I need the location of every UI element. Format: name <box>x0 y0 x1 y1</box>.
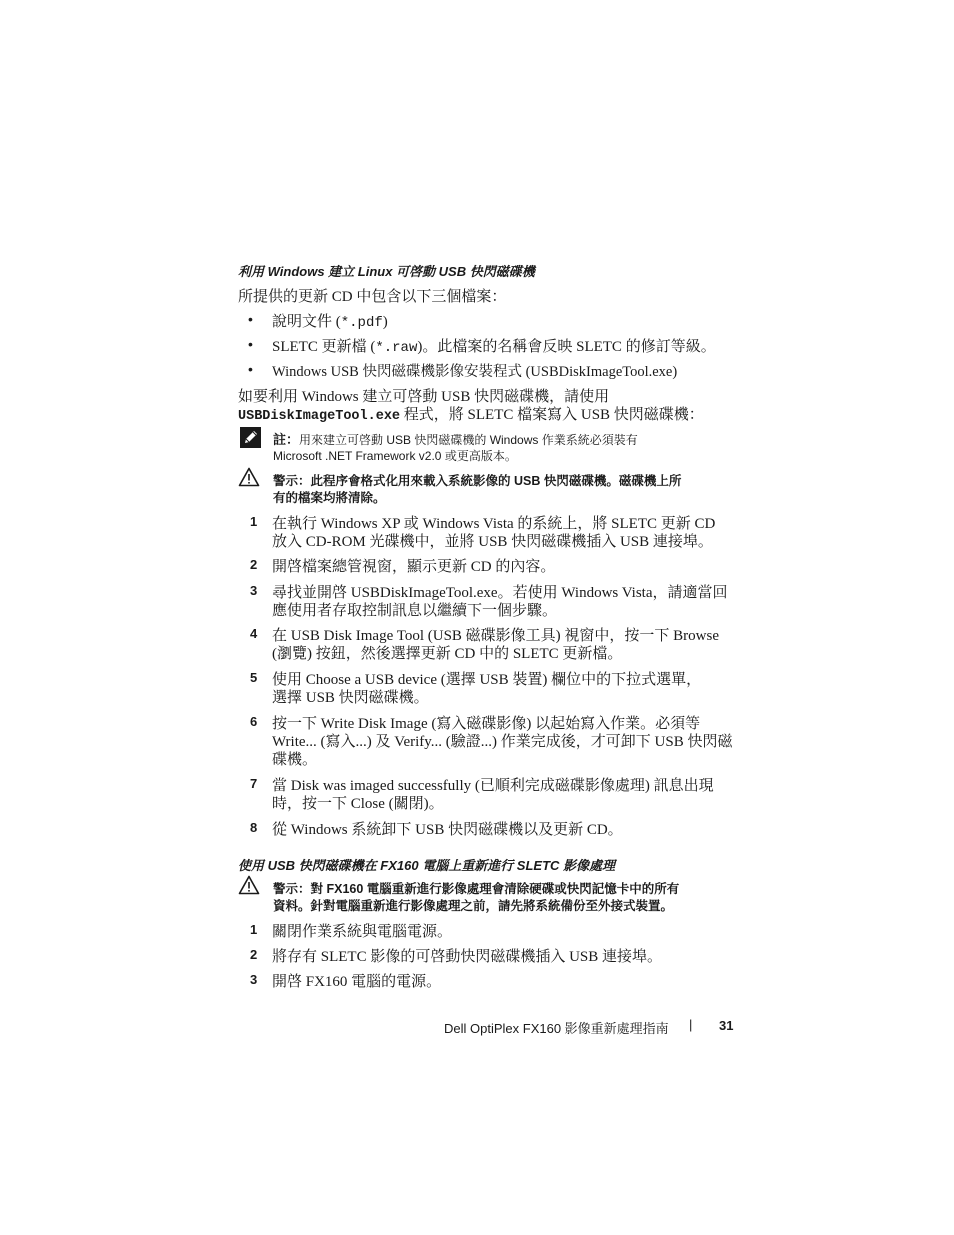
warning-triangle-icon <box>238 467 260 487</box>
step-text: 開啓 FX160 電腦的電源。 <box>272 974 442 990</box>
footer-title: Dell OptiPlex FX160 影像重新處理指南 <box>444 1021 669 1036</box>
step-number: 2 <box>250 947 258 962</box>
step-text: 將存有 SLETC 影像的可啓動快閃磁碟機插入 USB 連接埠。 <box>272 949 663 965</box>
step-text: 關閉作業系統與電腦電源。 <box>272 924 453 940</box>
step-number: 7 <box>250 776 258 791</box>
step-number: 3 <box>250 583 258 598</box>
instruction-paragraph-line2: USBDiskImageTool.exe 程式，將 SLETC 檔案寫入 USB 快閃磁碟機： <box>238 407 704 424</box>
step-text: 選擇 USB 快閃磁碟機。 <box>272 690 429 706</box>
step-number: 1 <box>250 514 258 529</box>
step-text: 尋找並開啓 USBDiskImageTool.exe。若使用 Windows Vista，請適當回 <box>272 585 728 601</box>
bullet-marker: • <box>248 311 253 327</box>
bullet-marker: • <box>248 336 253 352</box>
pencil-note-icon <box>240 427 261 448</box>
step-number: 8 <box>250 820 258 835</box>
step-text: 放入 CD-ROM 光碟機中，並將 USB 快閃磁碟機插入 USB 連接埠。 <box>272 534 713 550</box>
step-text: 開啓檔案總管視窗，顯示更新 CD 的內容。 <box>272 559 556 575</box>
step-text: 在執行 Windows XP 或 Windows Vista 的系統上，將 SLETC 更新 CD <box>272 516 716 532</box>
warning-line2: 資料。針對電腦重新進行影像處理之前，請先將系統備份至外接式裝置。 <box>273 899 674 913</box>
bullet-marker: • <box>248 361 253 377</box>
bullet-item: Windows USB 快閃磁碟機影像安裝程式 (USBDiskImageTool.exe) <box>272 364 678 380</box>
step-text: 使用 Choose a USB device (選擇 USB 裝置) 欄位中的下拉式選單， <box>272 672 702 688</box>
warning-line2: 有的檔案均將清除。 <box>273 491 386 505</box>
step-number: 2 <box>250 557 258 572</box>
page-number: 31 <box>719 1018 734 1033</box>
step-text: 按一下 Write Disk Image (寫入磁碟影像) 以起始寫入作業。必須等 <box>272 716 701 732</box>
step-number: 1 <box>250 922 258 937</box>
step-number: 6 <box>250 714 258 729</box>
section-heading: 利用 Windows 建立 Linux 可啓動 USB 快閃磁碟機 <box>238 264 535 279</box>
warning-triangle-icon <box>238 875 260 895</box>
step-text: 從 Windows 系統卸下 USB 快閃磁碟機以及更新 CD。 <box>272 822 623 838</box>
note-line1: 註：用來建立可啓動 USB 快閃磁碟機的 Windows 作業系統必須裝有 <box>273 432 638 447</box>
warning-line1: 警示：對 FX160 電腦重新進行影像處理會清除硬碟或快閃記憶卡中的所有 <box>273 882 680 896</box>
instruction-paragraph-line1: 如要利用 Windows 建立可啓動 USB 快閃磁碟機，請使用 <box>238 389 610 405</box>
bullet-item: SLETC 更新檔 (*.raw)。此檔案的名稱會反映 SLETC 的修訂等級。 <box>272 339 716 356</box>
step-text: 應使用者存取控制訊息以繼續下一個步驟。 <box>272 603 558 619</box>
note-line2: Microsoft .NET Framework v2.0 或更高版本。 <box>273 449 517 463</box>
intro-text: 所提供的更新 CD 中包含以下三個檔案： <box>238 289 507 305</box>
step-text: 碟機。 <box>272 752 318 768</box>
section-heading: 使用 USB 快閃磁碟機在 FX160 電腦上重新進行 SLETC 影像處理 <box>238 858 616 873</box>
warning-line1: 警示：此程序會格式化用來載入系統影像的 USB 快閃磁碟機。磁碟機上所 <box>273 474 682 488</box>
step-number: 5 <box>250 670 258 685</box>
step-number: 4 <box>250 626 258 641</box>
step-text: 時，按一下 Close (關閉)。 <box>272 796 444 812</box>
footer-separator: | <box>689 1017 693 1032</box>
step-text: Write... (寫入...) 及 Verify... (驗證...) 作業完成後，才可卸下 USB 快閃磁 <box>272 734 733 750</box>
step-text: 當 Disk was imaged successfully (已順利完成磁碟影像處理) 訊息出現 <box>272 778 714 794</box>
bullet-item: 說明文件 (*.pdf) <box>272 314 388 331</box>
step-number: 3 <box>250 972 258 987</box>
step-text: (瀏覽) 按鈕，然後選擇更新 CD 中的 SLETC 更新檔。 <box>272 646 623 662</box>
step-text: 在 USB Disk Image Tool (USB 磁碟影像工具) 視窗中，按一下 Browse <box>272 628 720 644</box>
